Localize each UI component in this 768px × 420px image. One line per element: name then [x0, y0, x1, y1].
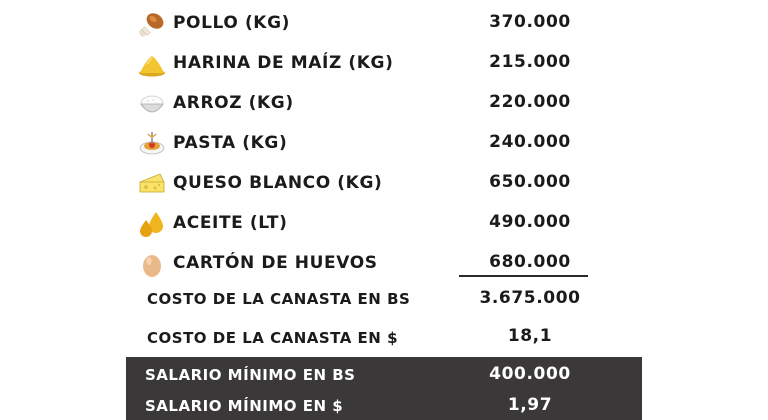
item-price: 215.000: [489, 52, 571, 72]
item-price: 240.000: [489, 132, 571, 152]
item-label: PASTA (KG): [173, 133, 288, 153]
sum-divider: [459, 275, 588, 277]
spaghetti-icon: [138, 130, 166, 158]
item-row-arroz: [0, 86, 768, 122]
minimum-wage-usd-value: 1,97: [507, 395, 553, 415]
item-label: CARTÓN DE HUEVOS: [173, 253, 378, 273]
item-row-huevos: [0, 246, 768, 282]
item-row-queso: [0, 166, 768, 202]
item-price: 680.000: [489, 252, 571, 272]
item-row-pasta: [0, 126, 768, 162]
item-row-harina: [0, 46, 768, 82]
item-price: 650.000: [489, 172, 571, 192]
oil-drops-icon: [138, 210, 166, 238]
item-price: 370.000: [489, 12, 571, 32]
basket-cost-bs-value: 3.675.000: [479, 288, 581, 308]
item-label: ARROZ (KG): [173, 93, 294, 113]
chicken-leg-icon: [138, 10, 166, 38]
cheese-icon: [138, 170, 166, 198]
item-label: QUESO BLANCO (KG): [173, 173, 383, 193]
basket-cost-usd-value: 18,1: [507, 326, 553, 346]
corn-flour-icon: [138, 50, 166, 78]
minimum-wage-bs-value: 400.000: [489, 364, 571, 384]
basket-cost-usd-label: COSTO DE LA CANASTA EN $: [147, 329, 399, 347]
item-label: HARINA DE MAÍZ (KG): [173, 53, 394, 73]
minimum-wage-band: [126, 357, 642, 420]
item-label: POLLO (KG): [173, 13, 291, 33]
basket-cost-bs-label: COSTO DE LA CANASTA EN BS: [147, 290, 411, 308]
item-label: ACEITE (LT): [173, 213, 288, 233]
item-price: 220.000: [489, 92, 571, 112]
rice-bowl-icon: [138, 90, 166, 118]
minimum-wage-usd-label: SALARIO MÍNIMO EN $: [145, 397, 344, 415]
minimum-wage-bs-label: SALARIO MÍNIMO EN BS: [145, 366, 356, 384]
item-row-aceite: [0, 206, 768, 242]
item-row-pollo: [0, 6, 768, 42]
egg-icon: [138, 250, 166, 278]
item-price: 490.000: [489, 212, 571, 232]
